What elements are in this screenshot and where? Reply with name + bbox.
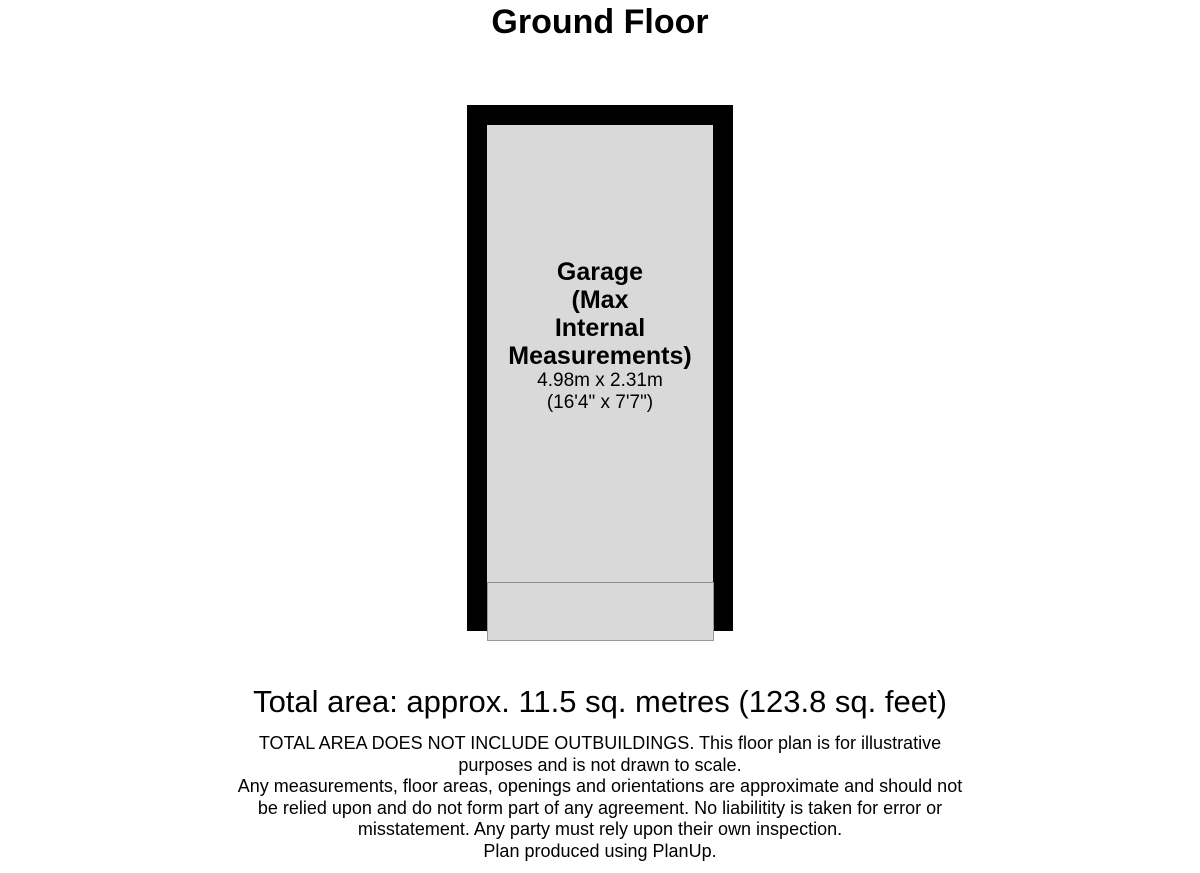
room-name-line: Garage	[556, 258, 644, 286]
disclaimer-line: TOTAL AREA DOES NOT INCLUDE OUTBUILDINGS. This floor plan is for illustrative	[258, 733, 942, 753]
room-dimensions-metric: 4.98m x 2.31m	[537, 370, 663, 391]
garage-label	[467, 258, 733, 414]
room-dimensions-imperial: (16'4" x 7'7")	[546, 392, 654, 413]
room-name-line: Measurements)	[508, 342, 692, 370]
disclaimer-line: be relied upon and do not form part of any agreement. No liabilitity is taken for error or	[257, 797, 943, 818]
disclaimer	[200, 733, 1000, 862]
disclaimer-line: Plan produced using PlanUp.	[483, 840, 717, 861]
floor-title: Ground Floor	[491, 3, 709, 41]
disclaimer-line: misstatement. Any party must rely upon their own inspection.	[357, 819, 843, 839]
disclaimer-line: purposes and is not drawn to scale.	[458, 754, 742, 775]
disclaimer-line: Any measurements, floor areas, openings and orientations are approximate and should not	[237, 776, 963, 796]
room-name-line: Internal	[554, 314, 646, 342]
total-area: Total area: approx. 11.5 sq. metres (123.8 sq. feet)	[253, 684, 947, 719]
room-name-line: (Max	[571, 286, 629, 314]
garage-door-opening	[487, 582, 714, 641]
